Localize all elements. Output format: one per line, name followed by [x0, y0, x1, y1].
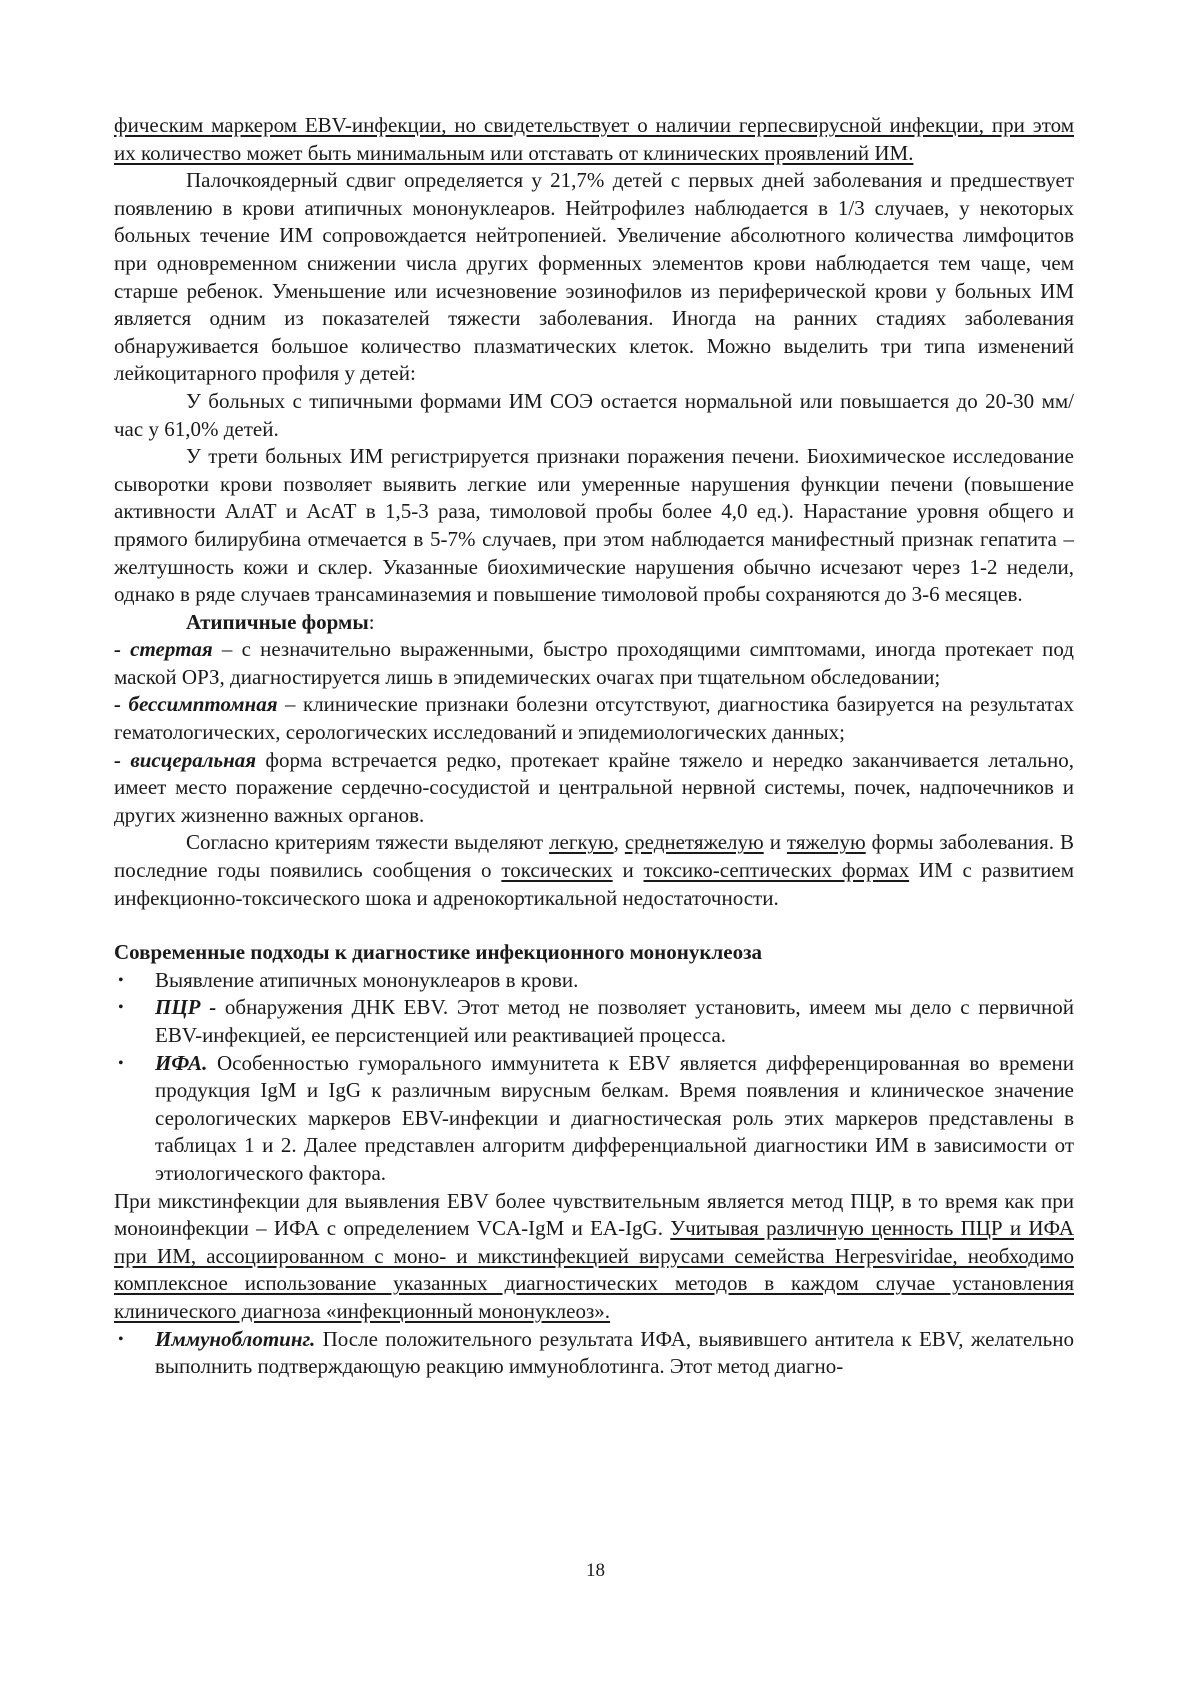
- term-erased: - стертая: [114, 637, 213, 662]
- term-immunoblotting: Иммуноблотинг.: [155, 1326, 316, 1351]
- term-visceral: - висцеральная: [114, 747, 257, 772]
- severity-toxic-septic: токсико-септических формах: [643, 858, 910, 883]
- bullet-icon: •: [118, 971, 124, 989]
- diagnostics-list: [114, 967, 1074, 1188]
- paragraph-severity: [114, 829, 1074, 912]
- severity-text-1: Согласно критериям тяжести выделяют: [186, 830, 550, 855]
- severity-severe: тяжелую: [786, 830, 866, 855]
- atypical-visceral: [114, 747, 1074, 830]
- atypical-asymptomatic: [114, 691, 1074, 746]
- severity-mild: легкую: [549, 830, 614, 855]
- bullet-text-ifa: Особенностью гуморального иммунитета к EBV является дифференцированная во времени продукция IgM и IgG к различным вирусным белкам. Время появления и клиническое значение серологических маркеров EBV-инфекции и диагностическая роль этих маркеров представлены в таблицах 1 и 2. Далее представлен алгоритм дифференциальной диагностики ИМ в зависимости от этиологического фактора.: [155, 1050, 1074, 1185]
- atypical-erased: [114, 636, 1074, 691]
- severity-text-3: и: [763, 830, 787, 855]
- atypical-title-colon: :: [368, 609, 375, 634]
- list-item: [114, 1326, 1074, 1381]
- severity-text-2: ,: [613, 830, 625, 855]
- paragraph-esr: У больных с типичными формами ИМ СОЭ остается нормальной или повышается до 20-30 мм/час у 61,0% детей.: [114, 388, 1074, 441]
- section-heading-diagnostics: Современные подходы к диагностике инфекционного мононуклеоза: [114, 940, 763, 965]
- severity-text-6: ИМ с развитием инфекционно-токсического шока и адренокортикальной недостаточности.: [114, 858, 1074, 910]
- paragraph-leukocyte-profile: Палочкоядерный сдвиг определяется у 21,7% детей с первых дней заболевания и предшествует появлению в крови атипичных мононуклеаров. Нейтрофилез наблюдается в 1/3 случаев, у некоторых больных течение ИМ сопровождается нейтропенией. Увеличение абсолютного количества лимфоцитов при одновременном снижении числа других форменных элементов крови наблюдается тем чаще, чем старше ребенок. Уменьшение или исчезновение эозинофилов из периферической крови у больных ИМ является одним из показателей тяжести заболевания. Иногда на ранних стадиях заболевания обнаруживается большое количество плазматических клеток. Можно выделить три типа изменений лейкоцитарного профиля у детей:: [114, 168, 1074, 386]
- term-asymptomatic: - бессимптомная: [114, 692, 278, 717]
- diagnostics-list-continued: [114, 1326, 1074, 1381]
- list-item: [114, 994, 1074, 1049]
- paragraph-markers: фическим маркером EBV-инфекции, но свидетельствует о наличии герпесвирусной инфекции, при этом их количество может быть минимальным или отставать от клинических проявлений ИМ.: [114, 113, 1074, 165]
- list-item: [114, 1050, 1074, 1188]
- text-erased: – с незначительно выраженными, быстро проходящими симптомами, иногда протекает под маской ОРЗ, диагностируется лишь в эпидемических очагах при тщательном обследовании;: [114, 637, 1074, 689]
- bullet-text-immunoblotting: После положительного результата ИФА, выявившего антитела к EBV, желательно выполнить подтверждающую реакцию иммуноблотинга. Этот метод диагно-: [155, 1326, 1074, 1379]
- bullet-text-pcr: обнаружения ДНК EBV. Этот метод не позволяет установить, имеем мы дело с первичной EBV-инфекцией, ее персистенцией или реактивацией процесса.: [155, 995, 1074, 1047]
- severity-text-5: и: [612, 858, 644, 883]
- term-ifa: ИФА.: [155, 1050, 208, 1075]
- term-pcr: ПЦР -: [155, 995, 217, 1020]
- paragraph-mixed-infection: [114, 1188, 1074, 1326]
- list-item: [114, 967, 1074, 995]
- bullet-text-atypical-cells: Выявление атипичных мононуклеаров в крови.: [155, 967, 579, 992]
- paragraph-liver: У трети больных ИМ регистрируется признаки поражения печени. Биохимическое исследование сыворотки крови позволяет выявить легкие или умеренные нарушения функции печени (повышение активности АлАТ и АсАТ в 1,5-3 раза, тимоловой пробы более 4,0 ед.). Нарастание уровня общего и прямого билирубина отмечается в 5-7% случаев, при этом наблюдается манифестный признак гепатита – желтушность кожи и склер. Указанные биохимические нарушения обычно исчезают через 1-2 недели, однако в ряде случаев трансаминаземия и повышение тимоловой пробы сохраняются до 3-6 месяцев.: [114, 444, 1074, 607]
- page-number: 18: [586, 1560, 605, 1581]
- mixed-infection-text: При микстинфекции для выявления EBV более чувствительным является метод ПЦР, в то время как при моноинфекции – ИФА с определением VCA-IgM и EA-IgG.: [114, 1188, 1074, 1241]
- text-visceral: форма встречается редко, протекает крайне тяжело и нередко заканчивается летально, имеет место поражение сердечно-сосудистой и центральной нервной системы, почек, надпочечников и других жизненно важных органов.: [114, 747, 1074, 827]
- text-asymptomatic: – клинические признаки болезни отсутствуют, диагностика базируется на результатах гематологических, серологических исследований и эпидемиологических данных;: [114, 692, 1074, 745]
- severity-toxic: токсических: [501, 858, 613, 883]
- bullet-icon: •: [118, 1054, 124, 1072]
- atypical-title-text: Атипичные формы: [186, 609, 369, 634]
- mixed-infection-underlined: Учитывая различную ценность ПЦР и ИФА при ИМ, ассоциированном с моно- и микстинфекцией вирусами семейства Herpesviridae, необходимо комплексное использование указанных диагностических методов в каждом случае установления клинического диагноза «инфекционный мононуклеоз».: [114, 1216, 1074, 1323]
- bullet-icon: •: [118, 999, 124, 1017]
- severity-moderate: среднетяжелую: [624, 830, 764, 855]
- page-content: [114, 112, 1074, 1381]
- severity-text-4: формы заболевания. В последние годы появились сообщения о: [114, 830, 1074, 883]
- bullet-icon: •: [118, 1330, 124, 1348]
- atypical-forms-title: [114, 609, 1074, 637]
